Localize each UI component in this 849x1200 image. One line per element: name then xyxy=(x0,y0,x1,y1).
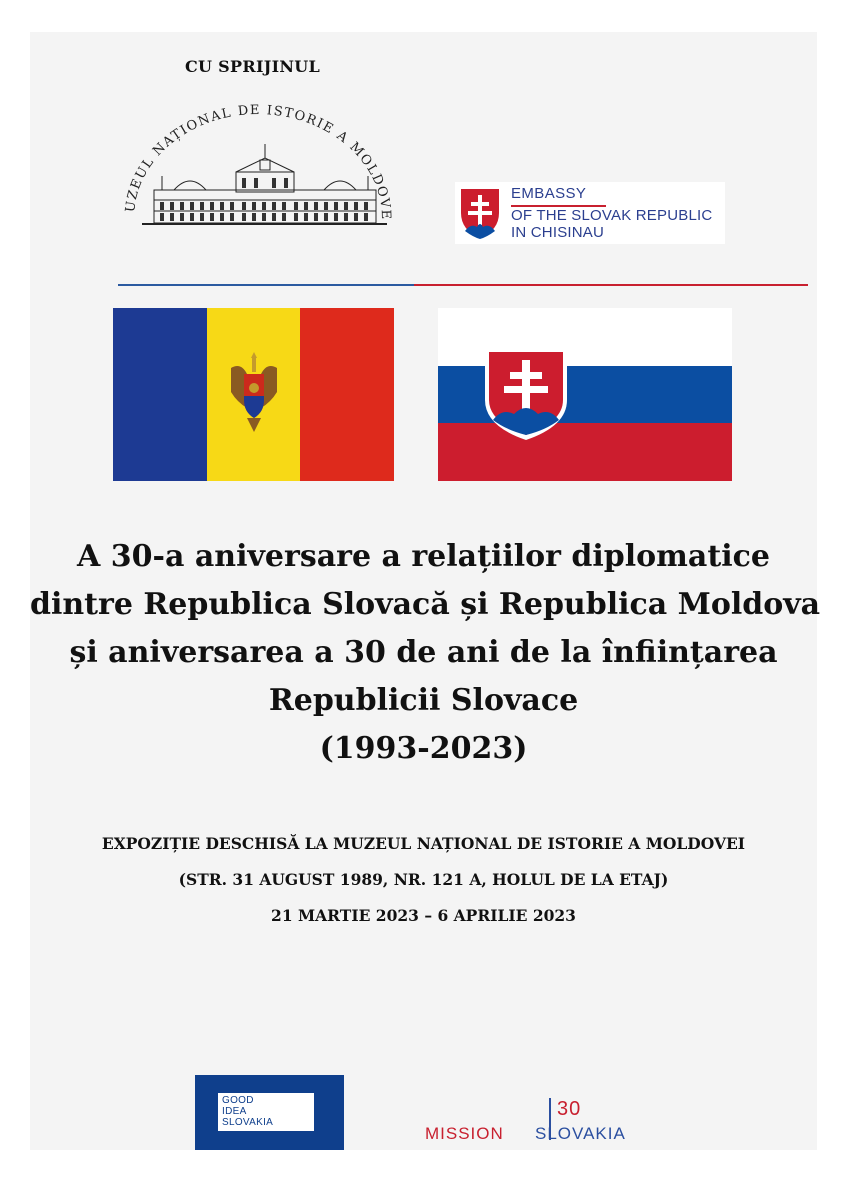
title-line-2: dintre Republica Slovacă și Republica Moldova xyxy=(30,587,821,622)
info-line-3: 21 MARTIE 2023 – 6 APRILIE 2023 xyxy=(271,906,576,925)
info-line-1: EXPOZIȚIE DESCHISĂ LA MUZEUL NAȚIONAL DE ISTORIE A MOLDOVEI xyxy=(101,834,746,853)
gis-line-2: IDEA xyxy=(222,1106,247,1117)
mission-word: MISSION xyxy=(425,1124,504,1143)
gis-line-1: GOOD xyxy=(222,1095,254,1106)
exhibition-info xyxy=(30,826,817,934)
moldova-flag-blue-band xyxy=(113,308,207,481)
good-idea-slovakia-logo xyxy=(195,1075,344,1150)
gis-line-3: SLOVAKIA xyxy=(222,1117,274,1128)
embassy-logo xyxy=(455,182,725,244)
museum-building-icon xyxy=(112,100,402,240)
moldova-flag-yellow-band xyxy=(207,308,301,481)
title-line-5: (1993-2023) xyxy=(319,731,528,766)
embassy-line-2: OF THE SLOVAK REPUBLIC xyxy=(511,207,713,224)
slovak-coat-of-arms-icon xyxy=(457,185,503,241)
info-line-2: (STR. 31 AUGUST 1989, NR. 121 A, HOLUL DE LA ETAJ) xyxy=(178,870,669,889)
title-line-4: Republicii Slovace xyxy=(268,683,579,718)
title-line-1: A 30-a aniversare a relațiilor diplomatice xyxy=(77,539,770,574)
mission-country: SLOVAKIA xyxy=(535,1124,626,1143)
slovakia-flag xyxy=(438,308,732,481)
embassy-line-3: IN CHISINAU xyxy=(511,224,605,241)
moldova-flag-red-band xyxy=(300,308,394,481)
title-line-3: și aniversarea a 30 de ani de la înființarea xyxy=(69,635,778,670)
poster-title xyxy=(30,533,821,773)
museum-arc-text: UZEUL NAȚIONAL DE ISTORIE A MOLDOVE xyxy=(123,102,394,221)
moldova-flag xyxy=(113,308,394,481)
mission-number: 30 xyxy=(557,1098,582,1120)
embassy-line-1: EMBASSY xyxy=(511,185,606,207)
museum-logo xyxy=(112,100,402,240)
moldova-coat-of-arms-icon xyxy=(227,348,281,436)
divider-red xyxy=(414,284,808,286)
divider-blue xyxy=(118,284,414,286)
support-label: CU SPRIJINUL xyxy=(185,57,321,76)
